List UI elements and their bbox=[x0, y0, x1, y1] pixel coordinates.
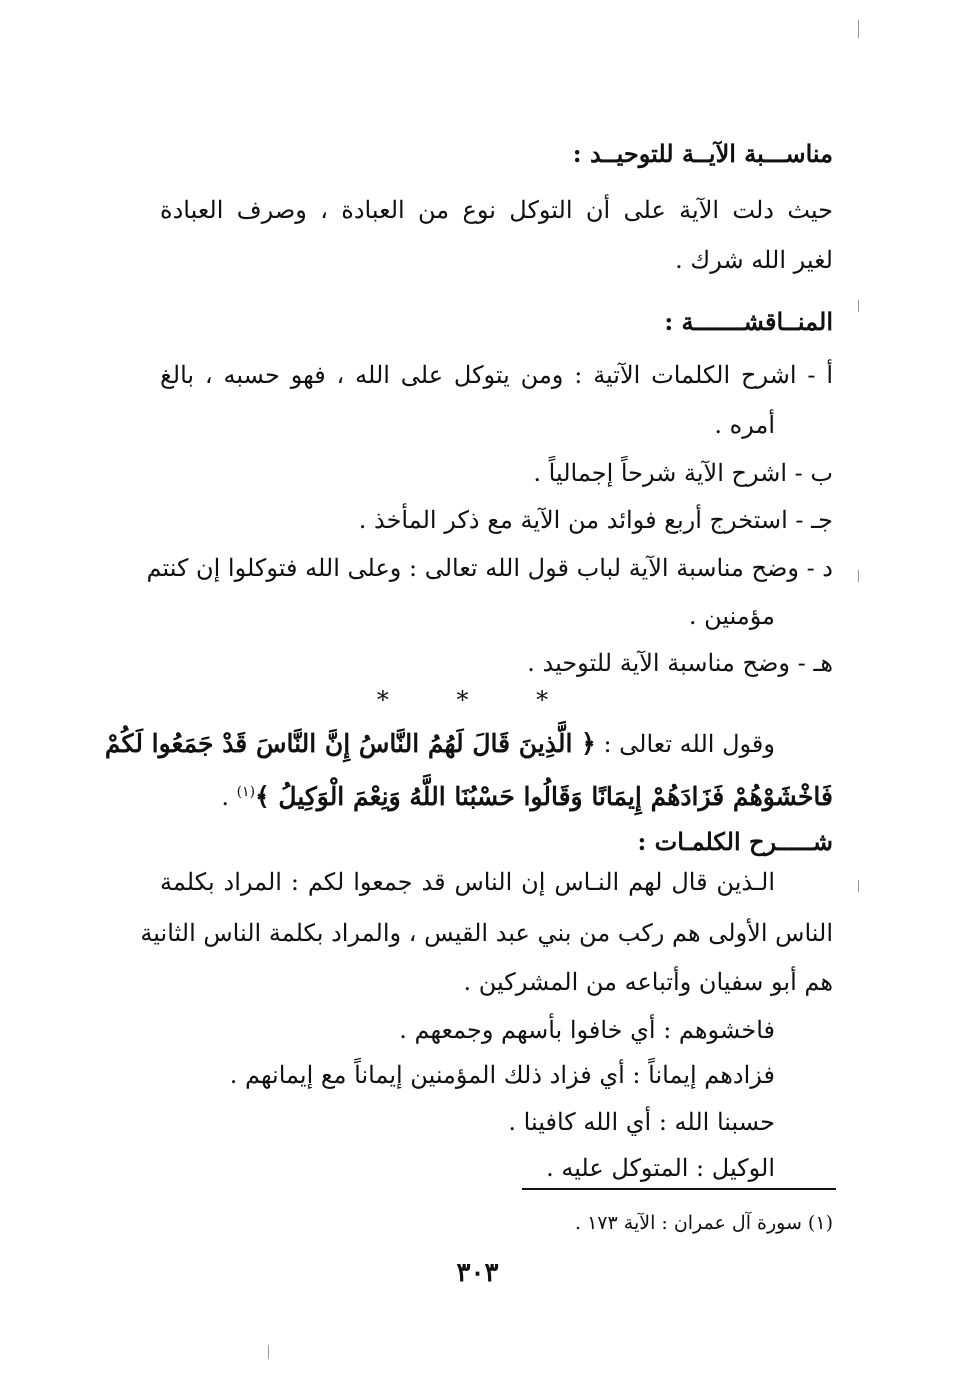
word-explanation-item4: الوكيل : المتوكل عليه . bbox=[546, 1154, 775, 1182]
word-explanation-heading: شـــــرح الكلمـات : bbox=[637, 827, 833, 856]
discussion-question-d-line2: مؤمنين . bbox=[688, 602, 775, 630]
footnote: (١) سورة آل عمران : الآية ١٧٣ . bbox=[575, 1212, 833, 1234]
verse-line2-end: . bbox=[221, 783, 237, 811]
relevance-text-line1: حيث دلت الآية على أن التوكل نوع من العبادة ، وصرف العبادة bbox=[160, 196, 833, 224]
relevance-heading: مناســـبة الآيــة للتوحيــد : bbox=[572, 139, 833, 168]
verse-line2 bbox=[160, 772, 833, 817]
scan-edge-mark bbox=[858, 300, 859, 312]
discussion-question-a-line2: أمره . bbox=[714, 411, 775, 439]
section-separator-stars: * * * bbox=[376, 686, 579, 714]
discussion-question-e: هـ - وضح مناسبة الآية للتوحيد . bbox=[527, 649, 833, 677]
verse-text-line1: ﴿ الَّذِينَ قَالَ لَهُمُ النَّاسُ إِنَّ النَّاسَ قَدْ جَمَعُوا لَكُمْ bbox=[104, 729, 596, 758]
word-explanation-p1-line2: الناس الأولى هم ركب من بني عبد القيس ، والمراد بكلمة الناس الثانية bbox=[140, 919, 833, 947]
verse-line1 bbox=[104, 724, 775, 764]
scan-edge-mark bbox=[858, 20, 859, 38]
discussion-question-a-line1: أ - اشرح الكلمات الآتية : ومن يتوكل على الله ، فهو حسبه ، بالغ bbox=[160, 361, 833, 389]
discussion-question-b: ب - اشرح الآية شرحاً إجمالياً . bbox=[533, 459, 833, 487]
word-explanation-item1: فاخشوهم : أي خافوا بأسهم وجمعهم . bbox=[399, 1016, 775, 1044]
word-explanation-p1-line3: هم أبو سفيان وأتباعه من المشركين . bbox=[463, 968, 833, 996]
word-explanation-item3: حسبنا الله : أي الله كافينا . bbox=[508, 1108, 775, 1136]
verse-text-line2: فَاخْشَوْهُمْ فَزَادَهُمْ إِيمَانًا وَقَالُوا حَسْبُنَا اللَّهُ وَنِعْمَ الْوَكِيلُ ﴾ bbox=[255, 782, 833, 811]
scan-edge-mark bbox=[858, 570, 859, 582]
discussion-question-c: جـ - استخرج أربع فوائد من الآية مع ذكر المأخذ . bbox=[358, 506, 833, 534]
page-number: ٣٠٣ bbox=[456, 1258, 499, 1288]
footnote-divider bbox=[522, 1188, 836, 1190]
scan-edge-mark bbox=[858, 880, 859, 892]
scan-edge-mark bbox=[268, 1345, 269, 1359]
verse-footnote-mark: (١) bbox=[236, 784, 256, 800]
word-explanation-p1-line1: الـذين قال لهم النـاس إن الناس قد جمعوا لكم : المراد بكلمة bbox=[160, 868, 775, 896]
discussion-heading: المنــاقشـــــــة : bbox=[664, 307, 833, 336]
verse-intro: وقول الله تعالى : bbox=[595, 730, 775, 758]
relevance-text-line2: لغير الله شرك . bbox=[675, 246, 833, 274]
word-explanation-item2: فزادهم إيماناً : أي فزاد ذلك المؤمنين إيماناً مع إيمانهم . bbox=[229, 1061, 775, 1089]
discussion-question-d-line1: د - وضح مناسبة الآية لباب قول الله تعالى : وعلى الله فتوكلوا إن كنتم bbox=[146, 554, 833, 582]
